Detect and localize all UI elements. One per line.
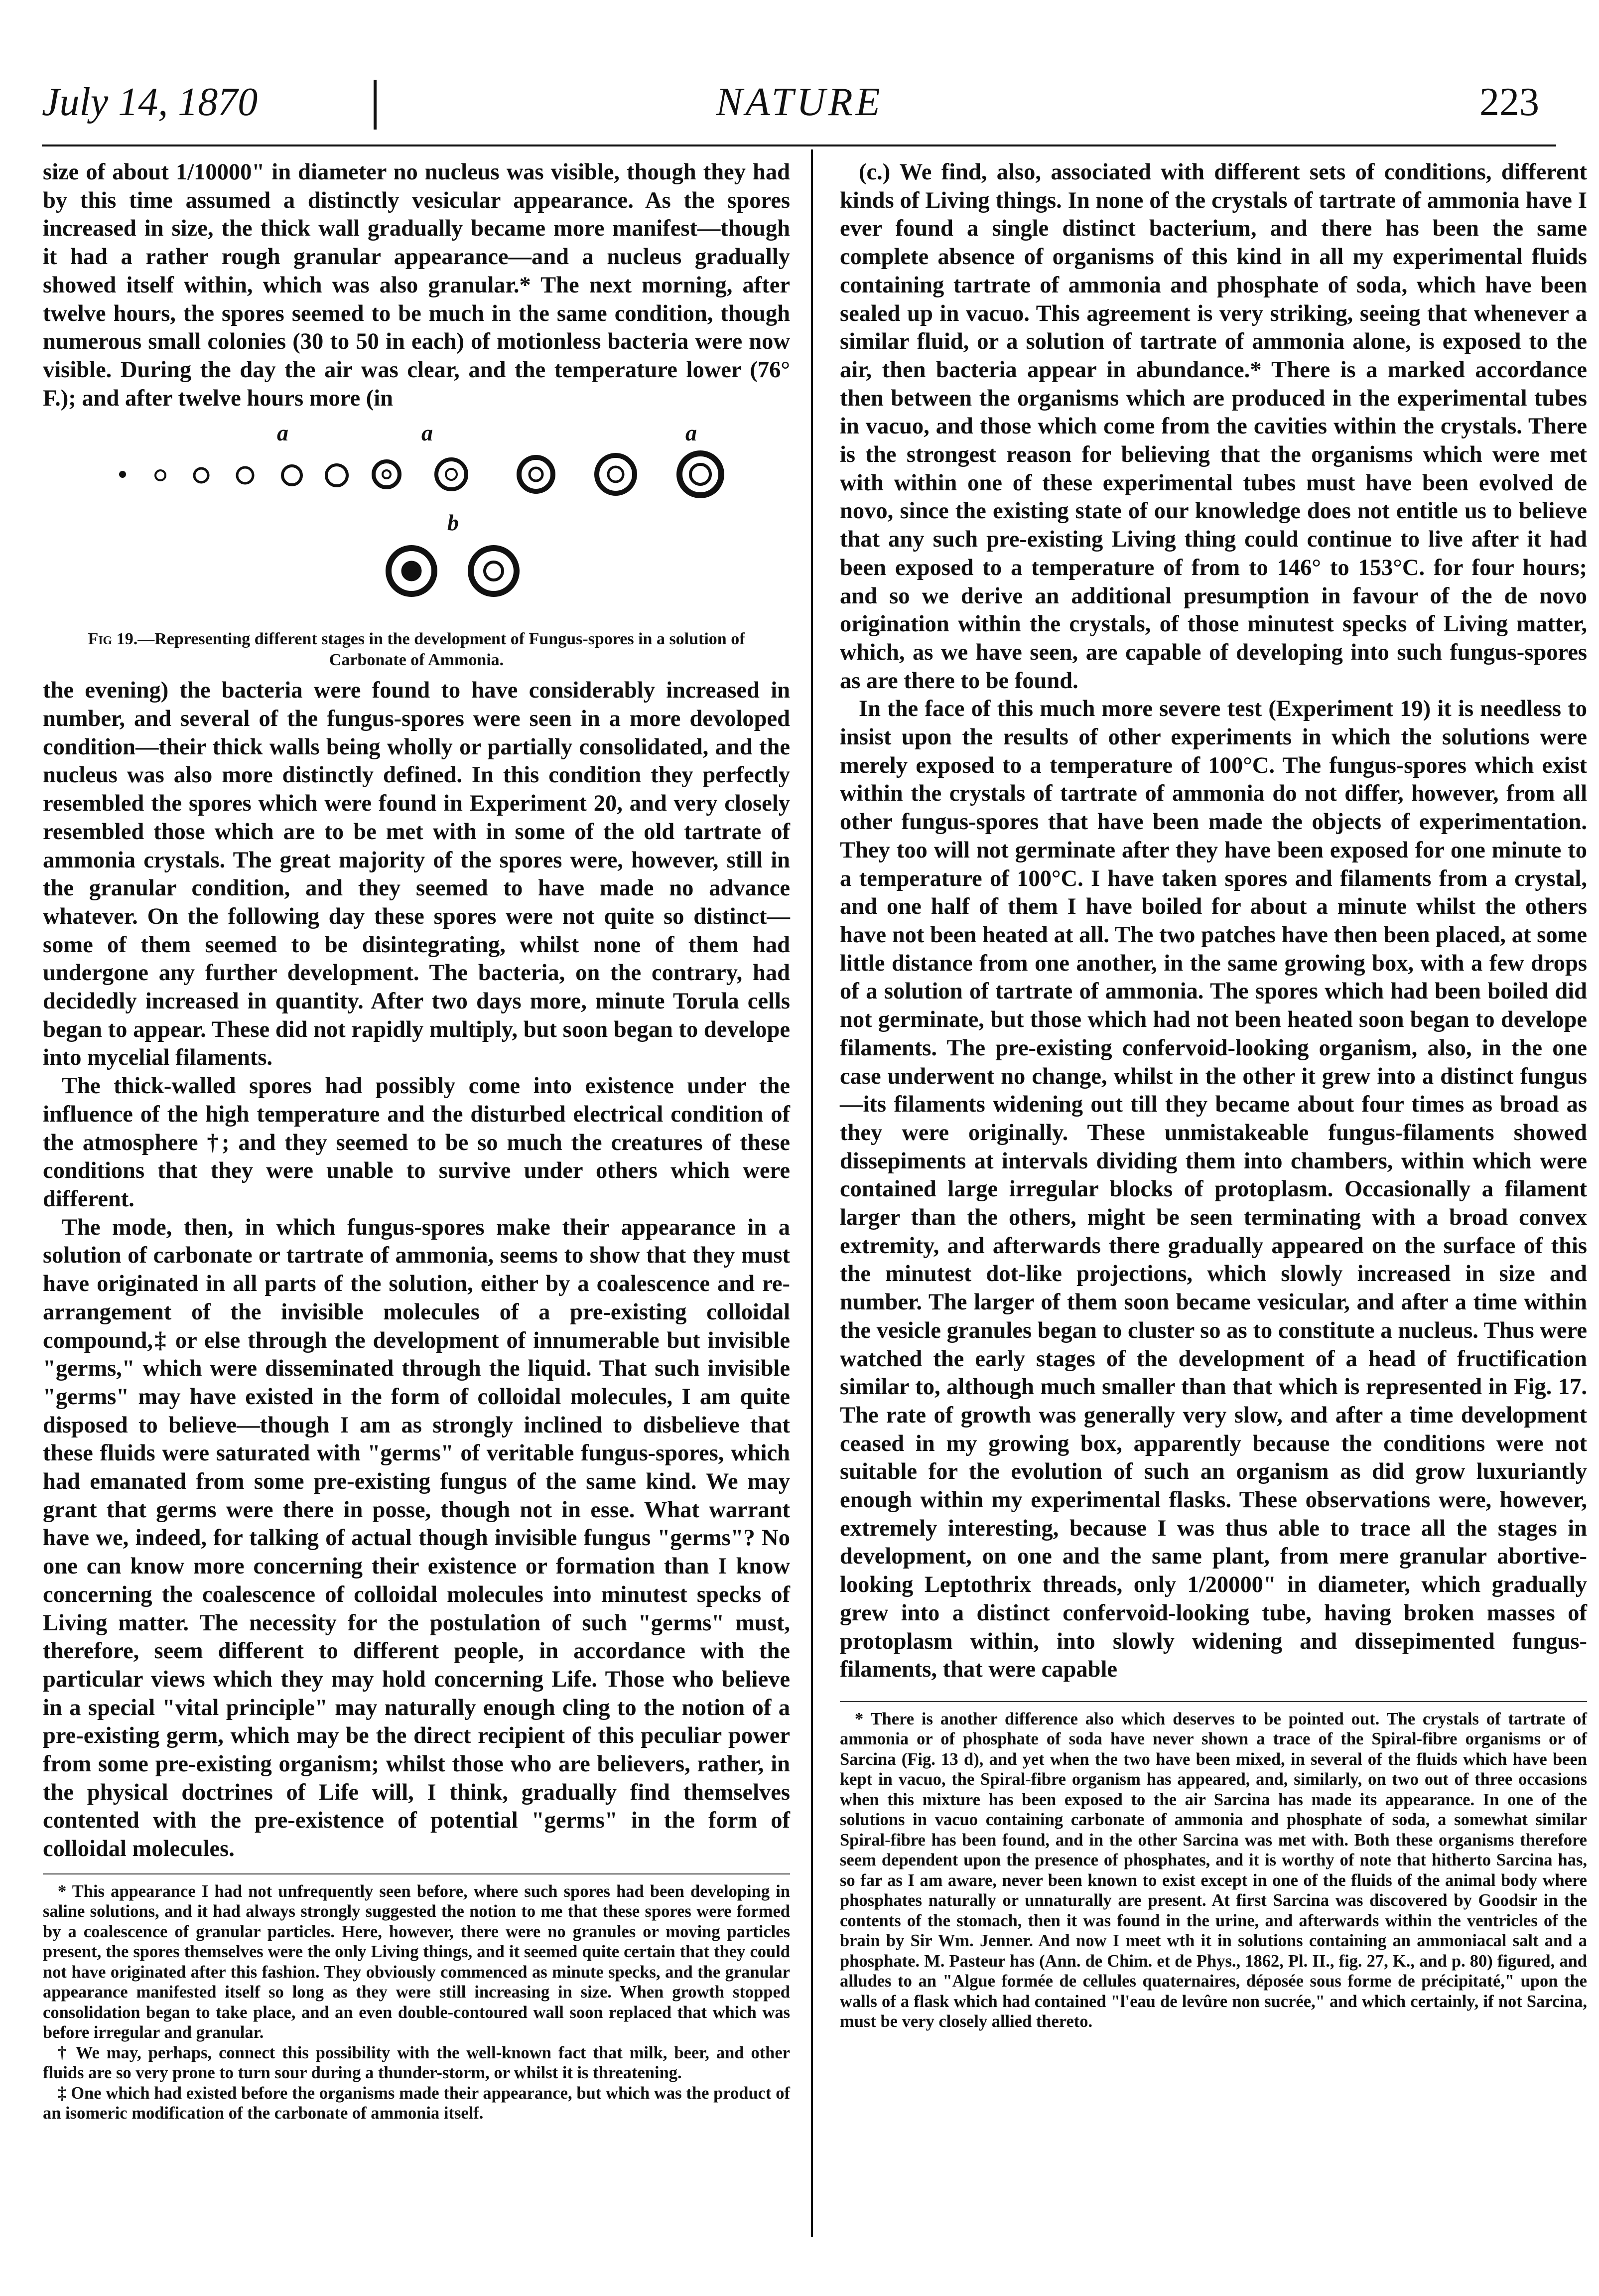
left-footnote-1: * This appearance I had not unfrequently seen before, where such spores had been developing in saline solutions, and it had always strongly suggested the notion to me that these spores were formed by a coalescence of granular particles. Here, however, there were no granules or moving particles present, the spores themselves were the only Living things, and it seemed quite certain that they could not have originated after this fashion. They obviously commenced as minute specks, and the granular appearance manifested itself so long as they were still increasing in size. When growth stopped consolidation began to take place, and an even double-contoured wall soon replaced that which was before irregular and granular. (43, 1881, 790, 2042)
right-footnote: * There is another difference also which deserves to be pointed out. The crystals of tartrate of ammonia or of phosphate of soda have never shown a trace of the Spiral-fibre organisms or of Sarcina (Fig. 13 d), and yet when the two have been mixed, in several of the fluids which have been kept in vacuo, the Spiral-fibre organism has appeared, and, similarly, on two out of three occasions when this mixture has been exposed to the air Sarcina has made its appearance. In one of the solutions in vacuo containing carbonate of ammonia and phosphate of soda, a somewhat similar Spiral-fibre has been found, and in the other Sarcina was met with. Both these organisms therefore seem dependent upon the presence of phosphates, and it is worthy of note that hitherto Sarcina has, so far as I am aware, never been known to exist except in one of the fluids of the animal body where phosphates naturally or unnaturally are present. At first Sarcina was discovered by Goodsir in the contents of the stomach, then it was found in the urine, and afterwards within the ventricles of the brain by Sir Wm. Jenner. And now I meet wth it in solutions containing an ammoniacal salt and a phosphate. M. Pasteur has (Ann. de Chim. et de Phys., 1862, Pl. II., fig. 27, K., and p. 80) figured, and alludes to an "Algue formée de cellules quaternaires, déposée sous forme de précipitaté," upon the walls of a flask which had contained "l'eau de levûre non sucrée," and which certainly, if not Sarcina, must be very closely allied thereto. (840, 1709, 1587, 2031)
journal-title: NATURE (716, 80, 883, 124)
left-paragraph-3: The thick-walled spores had possibly come into existence under the influence of the high temperature and the disturbed electrical condition of the atmosphere †; and they seemed to be so much the creatures of these conditions that they were unable to survive under others which were different. (43, 1073, 790, 1212)
spore-development-illustration (43, 417, 790, 626)
figure-caption-text: —Representing different stages in the development of Fungus-spores in a solution of Carbonate of Ammonia. (137, 630, 745, 670)
left-column (43, 158, 790, 2124)
figure-label-a-1: a (277, 420, 288, 446)
issue-date: July 14, 1870 (42, 80, 258, 124)
figure-label-a-3: a (685, 420, 697, 446)
figure-label-a-2: a (421, 420, 433, 446)
figure-caption-lead: Fig 19. (88, 630, 138, 649)
left-paragraph-4: The mode, then, in which fungus-spores make their appearance in a solution of carbonate or tartrate of ammonia, seems to show that they must have originated in all parts of the solution, either by a coalescence and re-arrangement of the invisible molecules of a pre-existing colloidal compound,‡ or else through the development of innumerable but invisible "germs," which were disseminated through the liquid. That such invisible "germs" may have existed in the form of colloidal molecules, I am quite disposed to believe—though I am as strongly inclined to disbelieve that these fluids were saturated with "germs" of veritable fungus-spores, which had emanated from some pre-existing fungus of the same kind. We may grant that germs were there in posse, though not in esse. What warrant have we, indeed, for talking of actual though invisible fungus "germs"? No one can know more concerning their existence or formation than I know concerning the coalescence of colloidal molecules into minutest specks of Living matter. The necessity for the postulation of such "germs" must, therefore, seem different to different people, in accordance with the particular views which they may hold concerning Life. Those who believe in a special "vital principle" may naturally enough cling to the notion of a pre-existing germ, which may be the direct recipient of this peculiar power from some pre-existing organism; whilst those who are believers, rather, in the physical doctrines of Life will, I think, gradually find themselves contented with the pre-existence of potential "germs" in the form of colloidal molecules. (43, 1214, 790, 1862)
header-rule (42, 144, 1556, 146)
left-footnote-2: † We may, perhaps, connect this possibility with the well-known fact that milk, beer, and other fluids are so very prone to turn sour during a thunder-storm, or whilst it is threatening. (43, 2043, 790, 2083)
figure-19 (43, 417, 790, 626)
column-divider (811, 149, 813, 2237)
right-column (840, 158, 1587, 2032)
figure-label-b: b (447, 510, 459, 536)
left-paragraph-2: the evening) the bacteria were found to have considerably increased in number, and several of the fungus-spores were seen in a more devoloped condition—their thick walls being wholly or partially consolidated, and the nucleus was also more distinctly defined. In this condition they perfectly resembled the spores which were found in Experiment 20, and very closely resembled those which are to be met with in some of the old tartrate of ammonia crystals. The great majority of the spores were, however, still in the granular condition, and they seemed to have made no advance whatever. On the following day these spores were not quite so distinct—some of them seemed to be disintegrating, whilst none of them had undergone any further development. The bacteria, on the contrary, had decidedly increased in quantity. After two days more, minute Torula cells began to appear. These did not rapidly multiply, but soon began to develope into mycelial filaments. (43, 678, 790, 1071)
right-paragraph-1: (c.) We find, also, associated with different sets of conditions, different kinds of Living things. In none of the crystals of tartrate of ammonia have I ever found a single distinct bacterium, and there has been the same complete absence of organisms of this kind in all my experimental fluids containing tartrate of ammonia and phosphate of soda, which have been sealed up in vacuo. This agreement is very striking, seeing that whenever a similar fluid, or a solution of tartrate of ammonia alone, is exposed to the air, then bacteria appear in abundance.* There is a marked accordance then between the organisms which are produced in the experimental tubes in vacuo, and those which come from the cavities within the crystals. There is the strongest reason for believing that the organisms which were met with within one of these experimental tubes must have been evolved de novo, since the existing state of our knowledge does not entitle us to believe that any such pre-existing Living thing could continue to live after it had been exposed to a temperature of from to 146° to 153°C. for four hours; and so we derive an additional presumption in favour of the de novo origination within the crystals, of those minutest specks of Living matter, which, as we have seen, are capable of developing into such fungus-spores as are there to be found. (840, 159, 1587, 694)
right-footnote-rule (840, 1701, 1587, 1702)
left-paragraph-1: size of about 1/10000" in diameter no nucleus was visible, though they had by this time assumed a distinctly vesicular appearance. As the spores increased in size, the thick wall gradually became more manifest—though it had a rather rough granular appearance—and a nucleus gradually showed itself within, which was also granular.* The next morning, after twelve hours, the spores seemed to be much in the same condition, though numerous small colonies (30 to 50 in each) of motionless bacteria were now visible. During the day the air was clear, and the temperature lower (76° F.); and after twelve hours more (in (43, 159, 790, 411)
page-number: 223 (1479, 80, 1539, 124)
left-footnote-3: ‡ One which had existed before the organisms made their appearance, but which was the product of an isomeric modification of the carbonate of ammonia itself. (43, 2083, 790, 2123)
right-paragraph-2: In the face of this much more severe test (Experiment 19) it is needless to insist upon the results of other experiments in which the solutions were merely exposed to a temperature of 100°C. The fungus-spores which exist within the crystals of tartrate of ammonia do not differ, however, from all other fungus-spores that have been made the objects of experimentation. They too will not germinate after they have been exposed for one minute to a temperature of 100°C. I have taken spores and filaments from a crystal, and one half of them I have boiled for about a minute whilst the others have not been heated at all. The two patches have then been placed, at some little distance from one another, in the same growing box, with a few drops of a solution of tartrate of ammonia. The spores which had been boiled did not germinate, but those which had not been heated soon began to develope filaments. The pre-existing confervoid-looking organism, also, in the one case underwent no change, whilst in the other it grew into a distinct fungus—its filaments widening out till they became about four times as broad as they were originally. These unmistakeable fungus-filaments showed dissepiments at intervals dividing them into chambers, within which were contained large irregular blocks of protoplasm. Occasionally a filament larger than the others, might be seen terminating with a broad convex extremity, and afterwards there gradually appeared on the surface of this the minutest dot-like projections, which slowly increased in size and number. The larger of them soon became vesicular, and after a time within the vesicle granules began to cluster so as to constitute a nucleus. Thus were watched the early stages of the development of a head of fructification similar to, although much smaller than that which is represented in Fig. 17. The rate of growth was generally very slow, and after a time development ceased in my growing box, apparently because the conditions were not suitable for the evolution of such an organism as did grow luxuriantly enough within my experimental flasks. These observations were, however, extremely interesting, because I was thus able to trace all the stages in development, on one and the same plant, from mere granular abortive-looking Leptothrix threads, only 1/20000" in diameter, which gradually grew into a distinct confervoid-looking tube, having broken masses of protoplasm within, into slowly widening and dissepimented fungus-filaments, that were capable (840, 696, 1587, 1683)
figure-caption (58, 629, 775, 671)
left-footnote-rule (43, 1873, 790, 1874)
